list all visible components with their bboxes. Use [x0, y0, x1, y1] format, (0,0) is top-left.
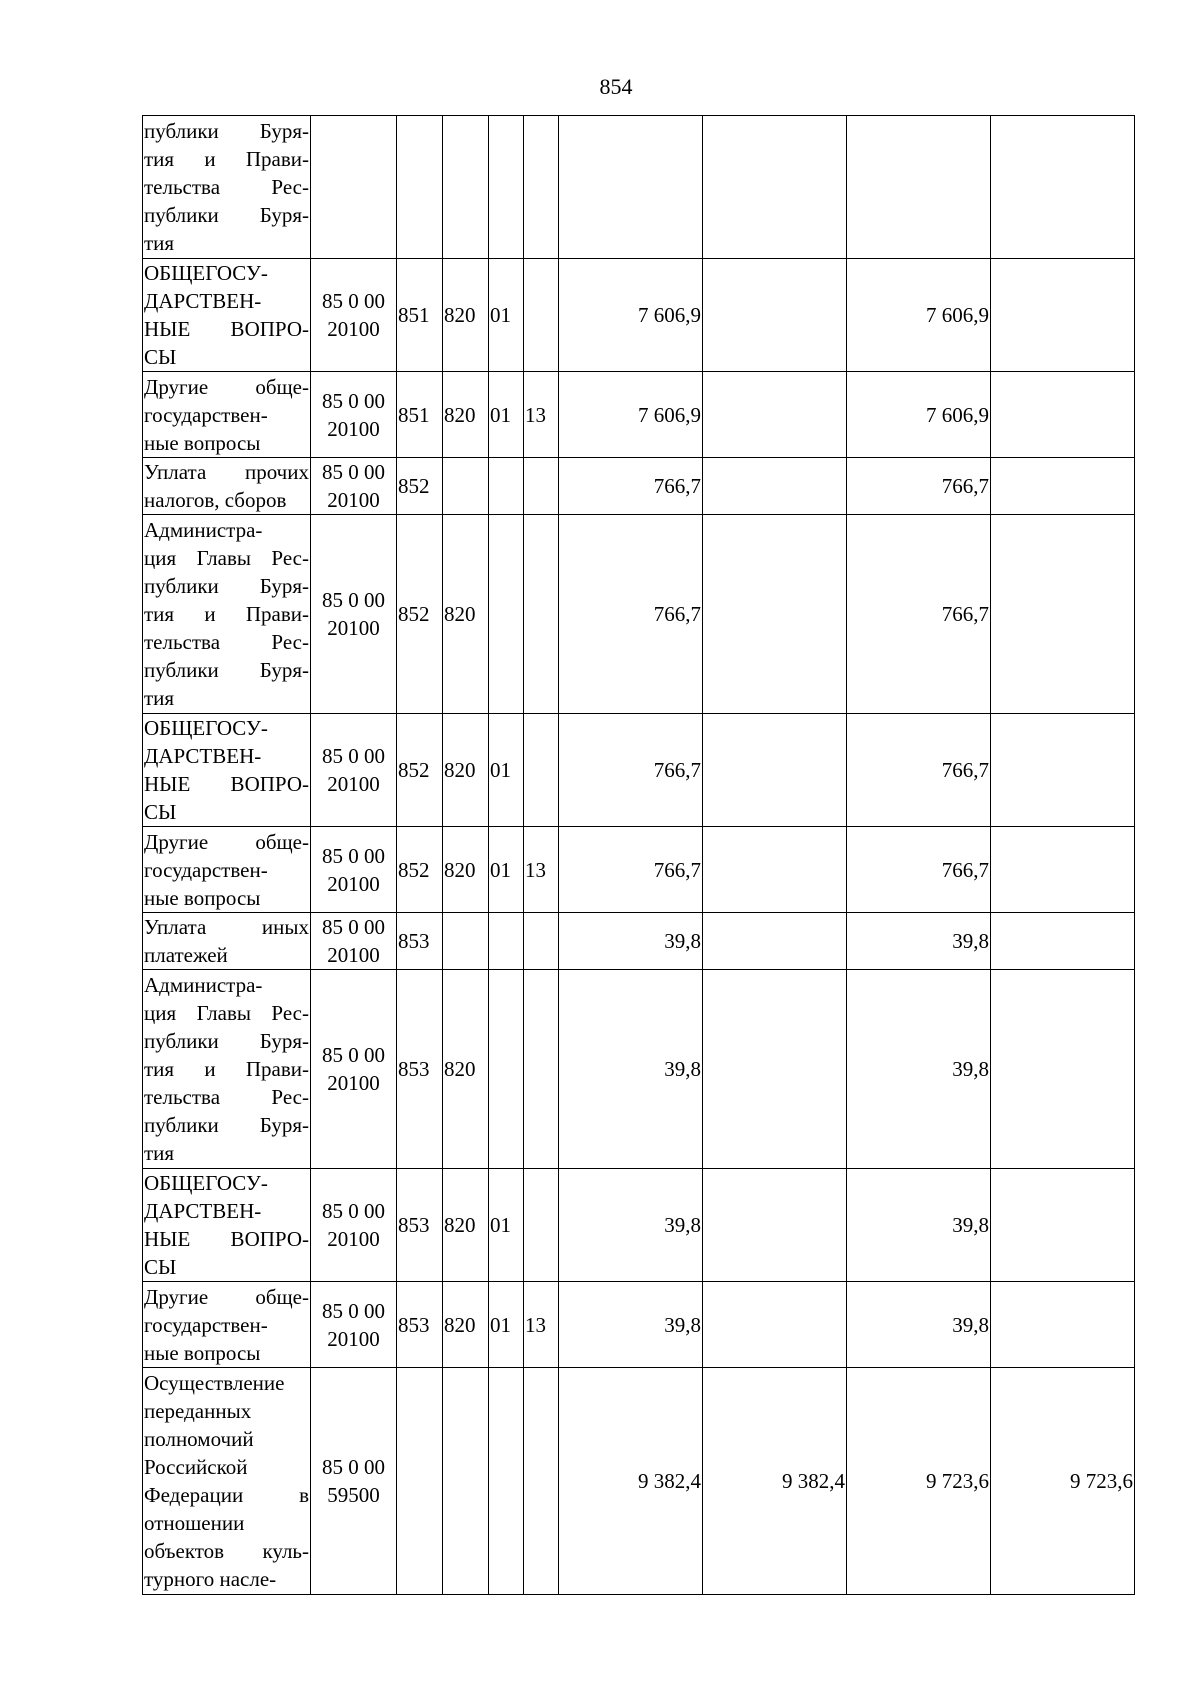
amount-cell-2 [703, 515, 847, 714]
amount-cell-4 [991, 1282, 1135, 1368]
row-name-line: государствен- [144, 857, 268, 882]
amount-cell-3: 39,8 [847, 970, 991, 1169]
target-article-cell [311, 515, 397, 714]
target-article-line: 85 0 00 [322, 744, 385, 768]
row-name-line: тия [144, 231, 175, 255]
administrator-cell: 820 [443, 515, 489, 714]
table-body [143, 116, 1135, 1595]
row-name-line: Другие обще- [144, 1284, 309, 1309]
subsection-cell [524, 970, 559, 1169]
subsection-cell [524, 259, 559, 372]
target-article-cell [311, 259, 397, 372]
amount-cell-4 [991, 259, 1135, 372]
amount-cell-2 [703, 714, 847, 827]
table-row [143, 1169, 1135, 1282]
row-name-line: СЫ [144, 345, 177, 369]
section-cell: 01 [489, 1169, 524, 1282]
amount-cell-1: 39,8 [559, 1282, 703, 1368]
amount-cell-1: 766,7 [559, 827, 703, 913]
row-name-cell [143, 515, 311, 714]
row-name-line: Российской [144, 1455, 248, 1479]
amount-cell-1: 766,7 [559, 458, 703, 515]
row-name-line: тия и Прави- [144, 147, 309, 171]
row-name-line: тельства Рес- [144, 1085, 309, 1109]
row-name-cell [143, 1169, 311, 1282]
table-row [143, 458, 1135, 515]
amount-cell-3: 766,7 [847, 515, 991, 714]
amount-cell-4 [991, 913, 1135, 970]
row-name-cell [143, 116, 311, 259]
row-name-line: ция Главы Рес- [144, 546, 309, 570]
row-name-line: платежей [144, 943, 228, 967]
target-article-cell [311, 827, 397, 913]
subsection-cell: 13 [524, 372, 559, 458]
subsection-cell [524, 1368, 559, 1595]
amount-cell-2 [703, 970, 847, 1169]
row-name-line: полномочий [144, 1427, 254, 1451]
amount-cell-2 [703, 372, 847, 458]
target-article-line: 85 0 00 [322, 843, 385, 868]
target-article-line: 20100 [327, 616, 380, 640]
row-name-line: тельства Рес- [144, 175, 309, 199]
row-name-line: тия [144, 1141, 175, 1165]
row-name-line: публики Буря- [144, 658, 309, 682]
administrator-cell: 820 [443, 970, 489, 1169]
row-name-line: СЫ [144, 800, 177, 824]
subsection-cell: 13 [524, 1282, 559, 1368]
target-article-cell [311, 714, 397, 827]
target-article-line: 85 0 00 [322, 1043, 385, 1067]
target-article-line: 20100 [327, 943, 380, 967]
amount-cell-4 [991, 116, 1135, 259]
row-name-cell [143, 970, 311, 1169]
administrator-cell: 820 [443, 259, 489, 372]
expense-type-cell: 853 [397, 970, 443, 1169]
row-name-line: государствен- [144, 1312, 268, 1337]
target-article-line: 85 0 00 [322, 388, 385, 413]
amount-cell-1: 39,8 [559, 1169, 703, 1282]
amount-cell-3: 766,7 [847, 458, 991, 515]
subsection-cell: 13 [524, 827, 559, 913]
row-name-line: публики Буря- [144, 1029, 309, 1053]
target-article-cell [311, 1282, 397, 1368]
row-name-cell [143, 827, 311, 913]
administrator-cell: 820 [443, 1169, 489, 1282]
expense-type-cell [397, 116, 443, 259]
row-name-cell [143, 1368, 311, 1595]
target-article-line: 85 0 00 [322, 460, 385, 484]
section-cell [489, 1368, 524, 1595]
section-cell [489, 458, 524, 515]
page-number: 854 [599, 74, 633, 99]
row-name-line: Осуществление [144, 1371, 285, 1395]
row-name-line: НЫЕ ВОПРО- [144, 772, 309, 796]
section-cell: 01 [489, 259, 524, 372]
row-name-line: ДАРСТВЕН- [144, 1199, 262, 1223]
row-name-line: ные вопросы [144, 1340, 261, 1365]
amount-cell-2 [703, 116, 847, 259]
row-name-line: Администра- [144, 973, 263, 997]
table-row [143, 259, 1135, 372]
amount-cell-2 [703, 1169, 847, 1282]
amount-cell-4 [991, 372, 1135, 458]
table-row [143, 515, 1135, 714]
amount-cell-3: 9 723,6 [847, 1368, 991, 1595]
target-article-cell [311, 458, 397, 515]
amount-cell-1: 766,7 [559, 714, 703, 827]
amount-cell-3: 39,8 [847, 1169, 991, 1282]
administrator-cell: 820 [443, 1282, 489, 1368]
row-name-line: Другие обще- [144, 829, 309, 854]
amount-cell-4 [991, 1169, 1135, 1282]
target-article-line: 20100 [327, 317, 380, 341]
budget-table [142, 115, 1135, 1595]
row-name-line: Уплата прочих [144, 460, 309, 484]
subsection-cell [524, 1169, 559, 1282]
amount-cell-1: 39,8 [559, 913, 703, 970]
row-name-line: налогов, сборов [144, 488, 287, 512]
row-name-line: ные вопросы [144, 430, 261, 455]
row-name-line: отношении [144, 1511, 245, 1535]
expense-type-cell: 852 [397, 515, 443, 714]
amount-cell-4 [991, 458, 1135, 515]
row-name-cell [143, 372, 311, 458]
administrator-cell: 820 [443, 372, 489, 458]
amount-cell-2 [703, 827, 847, 913]
amount-cell-3: 766,7 [847, 714, 991, 827]
row-name-line: публики Буря- [144, 574, 309, 598]
amount-cell-4 [991, 515, 1135, 714]
amount-cell-3: 7 606,9 [847, 372, 991, 458]
target-article-line: 20100 [327, 1326, 380, 1351]
section-cell: 01 [489, 714, 524, 827]
amount-cell-1: 7 606,9 [559, 259, 703, 372]
row-name-line: ДАРСТВЕН- [144, 744, 262, 768]
target-article-line: 85 0 00 [322, 1298, 385, 1323]
expense-type-cell: 853 [397, 913, 443, 970]
amount-cell-1: 9 382,4 [559, 1368, 703, 1595]
expense-type-cell: 851 [397, 372, 443, 458]
row-name-line: СЫ [144, 1255, 177, 1279]
row-name-line: публики Буря- [144, 203, 309, 227]
row-name-line: НЫЕ ВОПРО- [144, 317, 309, 341]
expense-type-cell [397, 1368, 443, 1595]
section-cell [489, 116, 524, 259]
section-cell [489, 515, 524, 714]
subsection-cell [524, 116, 559, 259]
expense-type-cell: 852 [397, 714, 443, 827]
amount-cell-1: 39,8 [559, 970, 703, 1169]
table-row [143, 970, 1135, 1169]
row-name-line: тия и Прави- [144, 602, 309, 626]
amount-cell-3: 39,8 [847, 913, 991, 970]
section-cell [489, 913, 524, 970]
amount-cell-2 [703, 259, 847, 372]
table-row [143, 116, 1135, 259]
table-row [143, 1282, 1135, 1368]
row-name-line: ДАРСТВЕН- [144, 289, 262, 313]
amount-cell-2 [703, 913, 847, 970]
subsection-cell [524, 714, 559, 827]
expense-type-cell: 852 [397, 827, 443, 913]
target-article-line: 85 0 00 [322, 588, 385, 612]
subsection-cell [524, 515, 559, 714]
administrator-cell: 820 [443, 714, 489, 827]
row-name-cell [143, 1282, 311, 1368]
target-article-cell [311, 1368, 397, 1595]
target-article-line: 59500 [327, 1483, 380, 1507]
target-article-cell [311, 970, 397, 1169]
amount-cell-2: 9 382,4 [703, 1368, 847, 1595]
row-name-cell [143, 458, 311, 515]
target-article-line: 20100 [327, 416, 380, 441]
target-article-line: 85 0 00 [322, 1199, 385, 1223]
administrator-cell: 820 [443, 827, 489, 913]
amount-cell-1: 7 606,9 [559, 372, 703, 458]
administrator-cell [443, 458, 489, 515]
expense-type-cell: 851 [397, 259, 443, 372]
target-article-cell [311, 372, 397, 458]
target-article-line: 20100 [327, 871, 380, 896]
amount-cell-4 [991, 970, 1135, 1169]
table-row [143, 827, 1135, 913]
row-name-line: ция Главы Рес- [144, 1001, 309, 1025]
amount-cell-1 [559, 116, 703, 259]
row-name-cell [143, 259, 311, 372]
target-article-line: 85 0 00 [322, 1455, 385, 1479]
amount-cell-4 [991, 827, 1135, 913]
row-name-line: ОБЩЕГОСУ- [144, 1171, 268, 1195]
row-name-line: переданных [144, 1399, 252, 1423]
amount-cell-3: 7 606,9 [847, 259, 991, 372]
table-row [143, 1368, 1135, 1595]
target-article-line: 20100 [327, 488, 380, 512]
section-cell: 01 [489, 827, 524, 913]
administrator-cell [443, 913, 489, 970]
row-name-line: Другие обще- [144, 374, 309, 399]
table-row [143, 714, 1135, 827]
target-article-line: 85 0 00 [322, 289, 385, 313]
target-article-line: 20100 [327, 772, 380, 796]
subsection-cell [524, 458, 559, 515]
row-name-line: тельства Рес- [144, 630, 309, 654]
table-row [143, 372, 1135, 458]
target-article-line: 85 0 00 [322, 915, 385, 939]
amount-cell-2 [703, 458, 847, 515]
amount-cell-4 [991, 714, 1135, 827]
section-cell: 01 [489, 372, 524, 458]
expense-type-cell: 852 [397, 458, 443, 515]
amount-cell-3: 39,8 [847, 1282, 991, 1368]
target-article-cell [311, 913, 397, 970]
row-name-line: НЫЕ ВОПРО- [144, 1227, 309, 1251]
row-name-line: ОБЩЕГОСУ- [144, 261, 268, 285]
amount-cell-4: 9 723,6 [991, 1368, 1135, 1595]
row-name-line: объектов куль- [144, 1539, 309, 1563]
row-name-line: турного насле- [144, 1567, 277, 1591]
section-cell: 01 [489, 1282, 524, 1368]
expense-type-cell: 853 [397, 1282, 443, 1368]
row-name-line: тия и Прави- [144, 1057, 309, 1081]
expense-type-cell: 853 [397, 1169, 443, 1282]
row-name-line: Федерации в [144, 1483, 309, 1507]
row-name-line: тия [144, 686, 175, 710]
row-name-cell [143, 714, 311, 827]
amount-cell-3 [847, 116, 991, 259]
table-row [143, 913, 1135, 970]
row-name-line: ОБЩЕГОСУ- [144, 716, 268, 740]
target-article-cell [311, 116, 397, 259]
target-article-cell [311, 1169, 397, 1282]
section-cell [489, 970, 524, 1169]
amount-cell-1: 766,7 [559, 515, 703, 714]
amount-cell-2 [703, 1282, 847, 1368]
row-name-line: государствен- [144, 402, 268, 427]
target-article-line: 20100 [327, 1227, 380, 1251]
amount-cell-3: 766,7 [847, 827, 991, 913]
row-name-line: публики Буря- [144, 1113, 309, 1137]
row-name-line: ные вопросы [144, 885, 261, 910]
row-name-line: Администра- [144, 518, 263, 542]
administrator-cell [443, 116, 489, 259]
row-name-line: Уплата иных [144, 915, 309, 939]
row-name-line: публики Буря- [144, 119, 309, 143]
subsection-cell [524, 913, 559, 970]
administrator-cell [443, 1368, 489, 1595]
target-article-line: 20100 [327, 1071, 380, 1095]
row-name-cell [143, 913, 311, 970]
